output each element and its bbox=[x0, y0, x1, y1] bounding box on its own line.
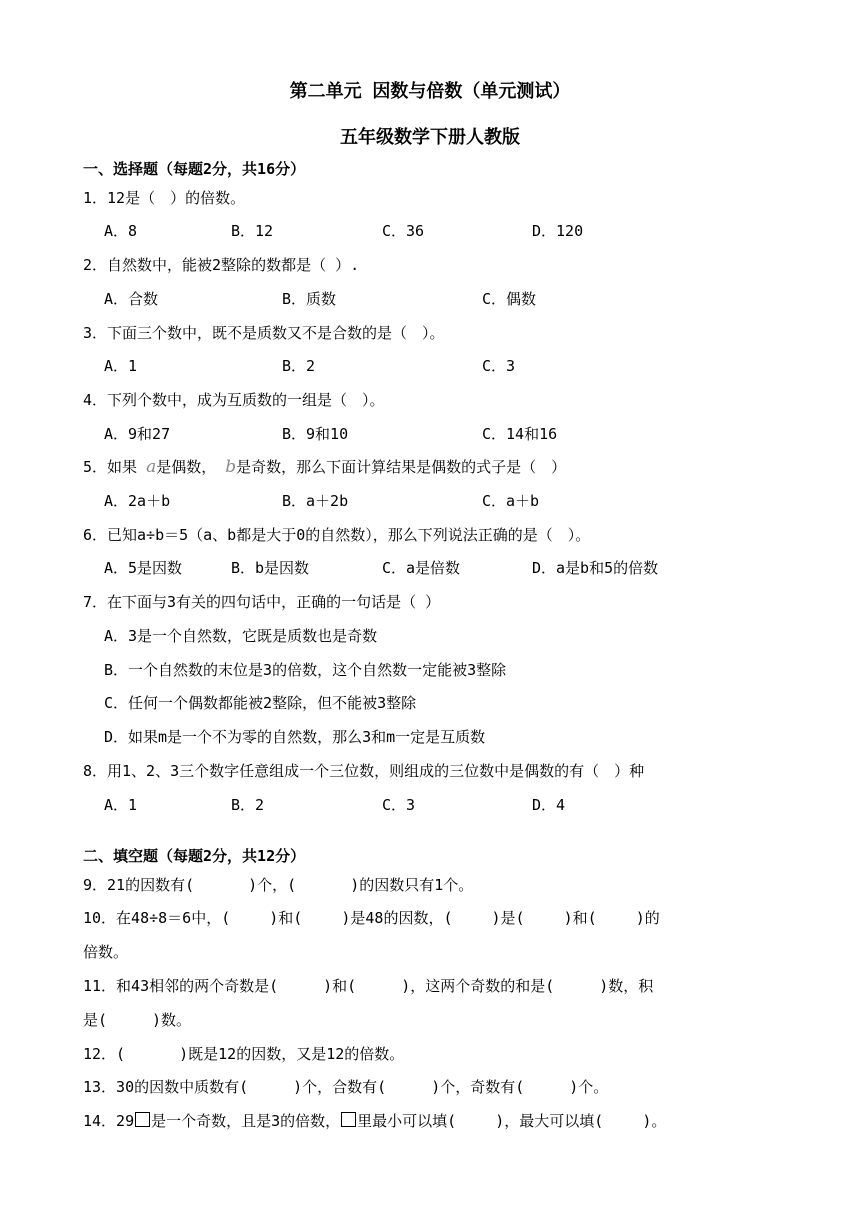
q14-mid: 是一个奇数，且是3的倍数， bbox=[151, 1112, 341, 1130]
q5-option-a: A．2a＋b bbox=[104, 492, 171, 510]
q5-option-b: B．a＋2b bbox=[282, 492, 349, 510]
question-12: 12．( )既是12的因数，又是12的倍数。 bbox=[83, 1045, 405, 1063]
q4-option-b: B．9和10 bbox=[282, 425, 349, 443]
q8-option-a: A．1 bbox=[104, 796, 138, 814]
q14-suffix: 里最小可以填( )，最大可以填( )。 bbox=[357, 1112, 667, 1130]
q2-option-c: C．偶数 bbox=[482, 290, 537, 308]
q2-option-b: B．质数 bbox=[282, 290, 337, 308]
q5-mid: 是偶数， bbox=[156, 458, 226, 476]
variable-b: b bbox=[225, 457, 237, 477]
q7-option-b: B．一个自然数的末位是3的倍数，这个自然数一定能被3整除 bbox=[104, 661, 507, 679]
question-13: 13．30的因数中质数有( )个，合数有( )个，奇数有( )个。 bbox=[83, 1078, 609, 1096]
question-6: 6．已知a÷b＝5（a、b都是大于0的自然数），那么下列说法正确的是（ ）。 bbox=[83, 526, 591, 544]
q6-option-c: C．a是倍数 bbox=[382, 559, 461, 577]
q1-option-b: B．12 bbox=[231, 222, 274, 240]
question-11-line1: 11．和43相邻的两个奇数是( )和( )，这两个奇数的和是( )数，积 bbox=[83, 977, 654, 995]
question-10-line1: 10．在48÷8＝6中，( )和( )是48的因数，( )是( )和( )的 bbox=[83, 909, 660, 927]
q14-number: 14．29 bbox=[83, 1112, 135, 1130]
question-10-line2: 倍数。 bbox=[83, 943, 129, 961]
question-2: 2．自然数中，能被2整除的数都是（ ）. bbox=[83, 256, 360, 274]
q3-option-c: C．3 bbox=[482, 357, 516, 375]
q1-option-d: D．120 bbox=[532, 222, 584, 240]
q7-option-d: D．如果m是一个不为零的自然数，那么3和m一定是互质数 bbox=[104, 728, 486, 746]
question-9: 9．21的因数有( )个，( )的因数只有1个。 bbox=[83, 876, 474, 894]
q4-option-a: A．9和27 bbox=[104, 425, 171, 443]
q8-option-d: D．4 bbox=[532, 796, 566, 814]
variable-a: a bbox=[146, 457, 157, 477]
q7-option-c: C．任何一个偶数都能被2整除，但不能被3整除 bbox=[104, 694, 417, 712]
q8-option-c: C．3 bbox=[382, 796, 416, 814]
question-14 bbox=[83, 1110, 666, 1131]
q2-option-a: A．合数 bbox=[104, 290, 159, 308]
q6-option-a: A．5是因数 bbox=[104, 559, 183, 577]
q5-prefix: 5．如果 bbox=[83, 458, 147, 476]
q5-option-c: C．a＋b bbox=[482, 492, 540, 510]
section-heading-fill: 二、填空题（每题2分，共12分） bbox=[83, 847, 306, 865]
q3-option-a: A．1 bbox=[104, 357, 138, 375]
q3-option-b: B．2 bbox=[282, 357, 316, 375]
question-5 bbox=[83, 456, 566, 477]
page-title: 第二单元 因数与倍数（单元测试） bbox=[289, 81, 571, 102]
section-heading-choice: 一、选择题（每题2分，共16分） bbox=[83, 160, 306, 178]
question-8: 8．用1、2、3三个数字任意组成一个三位数，则组成的三位数中是偶数的有（ ）种 bbox=[83, 762, 645, 780]
q6-option-d: D．a是b和5的倍数 bbox=[532, 559, 659, 577]
question-4: 4．下列个数中，成为互质数的一组是（ ）。 bbox=[83, 391, 385, 409]
q7-option-a: A．3是一个自然数，它既是质数也是奇数 bbox=[104, 627, 378, 645]
q4-option-c: C．14和16 bbox=[482, 425, 558, 443]
blank-box-icon bbox=[135, 1112, 150, 1127]
q6-option-b: B．b是因数 bbox=[231, 559, 310, 577]
q8-option-b: B．2 bbox=[231, 796, 265, 814]
page-subtitle: 五年级数学下册人教版 bbox=[340, 127, 520, 148]
question-3: 3．下面三个数中，既不是质数又不是合数的是（ ）。 bbox=[83, 324, 445, 342]
question-1: 1．12是（ ）的倍数。 bbox=[83, 189, 246, 207]
question-7: 7．在下面与3有关的四句话中，正确的一句话是（ ） bbox=[83, 593, 441, 611]
question-11-line2: 是( )数。 bbox=[83, 1011, 192, 1029]
q1-option-c: C．36 bbox=[382, 222, 425, 240]
blank-box-icon bbox=[341, 1112, 356, 1127]
q1-option-a: A．8 bbox=[104, 222, 138, 240]
q5-suffix: 是奇数，那么下面计算结果是偶数的式子是（ ） bbox=[236, 458, 567, 476]
